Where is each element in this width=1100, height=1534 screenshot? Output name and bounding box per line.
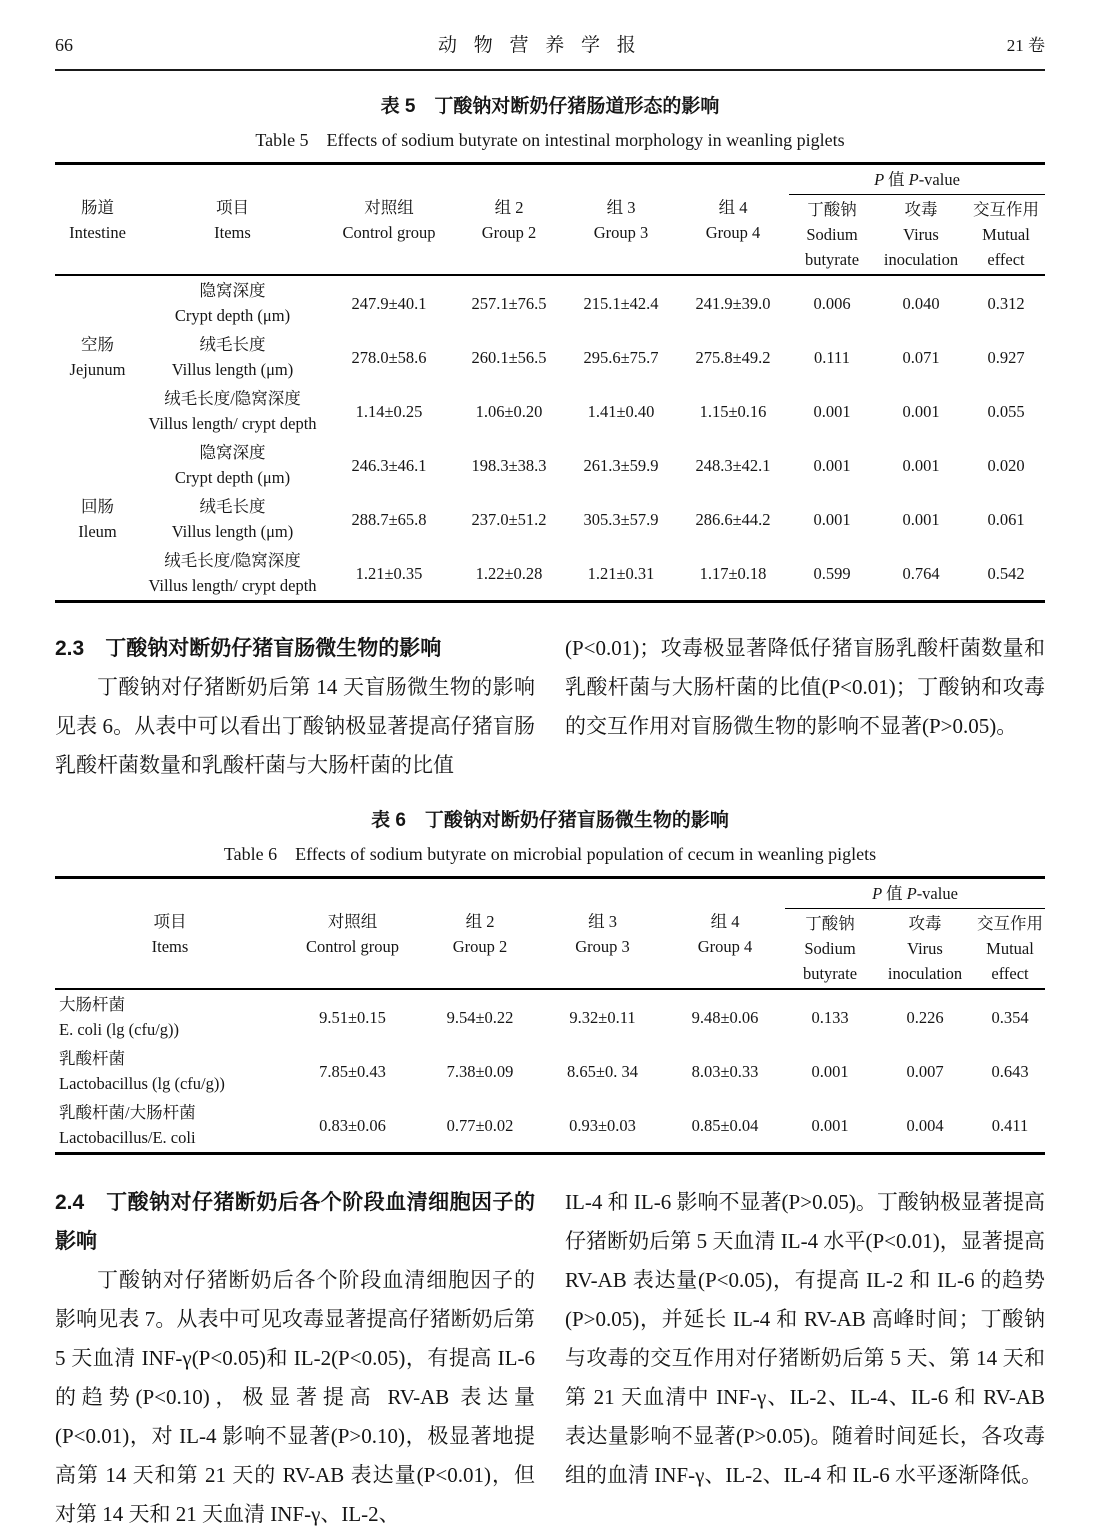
value-cell: 260.1±56.5 (471, 347, 547, 367)
table6-title-zh: 表 6 丁酸钠对断奶仔猪盲肠微生物的影响 (371, 810, 729, 831)
pvalue-cell: 0.312 (987, 293, 1025, 313)
value-cell: 247.9±40.1 (351, 293, 427, 313)
col-header-control: 对照组 Control group (305, 911, 400, 956)
value-cell: 8.65±0. 34 (567, 1061, 638, 1081)
section-2-4-heading: 2.4 丁酸钠对仔猪断奶后各个阶段血清细胞因子的影响 (55, 1191, 535, 1253)
section-2-3 (55, 629, 1045, 785)
col-header-virus-inoculation: 攻毒 Virus inoculation (883, 200, 959, 269)
item-cell: 乳酸杆菌 Lactobacillus (lg (cfu/g)) (59, 1049, 225, 1093)
pvalue-cell: 0.764 (902, 563, 940, 583)
value-cell: 1.15±0.16 (699, 401, 767, 421)
section-2-3-right-column (565, 629, 1045, 785)
pvalue-cell: 0.001 (902, 401, 940, 421)
pvalue-cell: 0.001 (902, 455, 940, 475)
value-cell: 198.3±38.3 (471, 455, 547, 475)
col-header-group3: 组 3 Group 3 (593, 197, 649, 242)
col-header-control: 对照组 Control group (342, 197, 436, 242)
col-header-group3: 组 3 Group 3 (575, 911, 630, 956)
value-cell: 278.0±58.6 (351, 347, 427, 367)
col-header-group2: 组 2 Group 2 (481, 197, 537, 242)
value-cell: 9.32±0.11 (569, 1007, 636, 1027)
value-cell: 0.77±0.02 (446, 1115, 514, 1135)
pvalue-cell: 0.111 (814, 347, 850, 367)
section-2-4 (55, 1183, 1045, 1534)
col-header-items: 项目 Items (151, 911, 189, 956)
value-cell: 9.51±0.15 (319, 1007, 386, 1027)
section-label-jejunum: 空肠 Jejunum (69, 335, 126, 379)
value-cell: 1.21±0.35 (355, 563, 423, 583)
item-cell: 隐窝深度 Crypt depth (μm) (174, 443, 291, 487)
table-row (55, 546, 1045, 602)
value-cell: 1.06±0.20 (475, 401, 543, 421)
pvalue-cell: 0.001 (813, 401, 851, 421)
volume-label: 21 卷 (1006, 36, 1045, 55)
pvalue-cell: 0.020 (987, 455, 1025, 475)
pvalue-cell: 0.004 (906, 1115, 944, 1135)
pvalue-cell: 0.055 (987, 401, 1025, 421)
table6-title-en: Table 6 Effects of sodium butyrate on microbial population of cecum in weanling piglets (223, 844, 877, 864)
col-header-items: 项目 Items (214, 197, 251, 242)
value-cell: 1.21±0.31 (587, 563, 655, 583)
pvalue-cell: 0.040 (902, 293, 940, 313)
item-cell: 绒毛长度 Villus length (μm) (171, 497, 294, 541)
pvalue-cell: 0.599 (813, 563, 851, 583)
table-row (55, 438, 1045, 492)
section-2-4-paragraph-left: 丁酸钠对仔猪断奶后各个阶段血清细胞因子的影响见表 7。从表中可见攻毒显著提高仔猪断奶后第 5 天血清 INF-γ(P<0.05)和 IL-2(P<0.05)，有提高 IL-6 的趋势(P<0.10)，极显著提高 RV-AB 表达量(P<0.01)，对 IL-4 影响不显著(P>0.10)，极显著地提高第 14 天和第 21 天的 RV-AB 表达量(P<0.01)，但对第 14 天和 21 天血清 INF-γ、IL-2、 (55, 1268, 535, 1526)
pvalue-cell: 0.542 (987, 563, 1025, 583)
item-cell: 绒毛长度 Villus length (μm) (171, 335, 294, 379)
value-cell: 1.17±0.18 (699, 563, 767, 583)
pvalue-cell: 0.354 (991, 1007, 1029, 1027)
table5-title-zh: 表 5 丁酸钠对断奶仔猪肠道形态的影响 (380, 96, 720, 117)
section-2-4-paragraph-right: IL-4 和 IL-6 影响不显著(P>0.05)。丁酸钠极显著提高仔猪断奶后第 5 天血清 IL-4 水平(P<0.01)，显著提高 RV-AB 表达量(P<0.05)，有提高 IL-2 和 IL-6 的趋势(P>0.05)，并延长 IL-4 和 RV-AB 高峰时间；丁酸钠与攻毒的交互作用对仔猪断奶后第 5 天、第 14 天和第 21 天血清中 INF-γ、IL-2、IL-4、IL-6 和 RV-AB 表达量影响不显著(P>0.05)。随着时间延长，各攻毒组的血清 INF-γ、IL-2、IL-4 和 IL-6 水平逐渐降低。 (565, 1190, 1045, 1487)
value-cell: 0.85±0.04 (691, 1115, 759, 1135)
pvalue-cell: 0.001 (902, 509, 940, 529)
table-row (55, 989, 1045, 1044)
value-cell: 0.93±0.03 (569, 1115, 636, 1135)
col-header-group4: 组 4 Group 4 (705, 197, 761, 242)
value-cell: 1.14±0.25 (355, 401, 423, 421)
value-cell: 286.6±44.2 (695, 509, 771, 529)
value-cell: 7.38±0.09 (446, 1061, 514, 1081)
value-cell: 257.1±76.5 (471, 293, 547, 313)
item-cell: 大肠杆菌 E. coli (lg (cfu/g)) (59, 995, 180, 1039)
pvalue-cell: 0.927 (987, 347, 1025, 367)
col-header-intestine: 肠道 Intestine (69, 197, 126, 242)
pvalue-group-header: P 值 P-value (785, 878, 1045, 909)
value-cell: 0.83±0.06 (319, 1115, 386, 1135)
value-cell: 9.54±0.22 (446, 1007, 514, 1027)
section-2-3-heading: 2.3 丁酸钠对断奶仔猪盲肠微生物的影响 (55, 637, 442, 660)
value-cell: 261.3±59.9 (583, 455, 659, 475)
table-row (55, 384, 1045, 438)
pvalue-cell: 0.643 (991, 1061, 1029, 1081)
value-cell: 246.3±46.1 (351, 455, 427, 475)
page-number: 66 (55, 35, 73, 55)
pvalue-cell: 0.001 (811, 1115, 849, 1135)
table-row (55, 330, 1045, 384)
col-header-group2: 组 2 Group 2 (452, 911, 508, 956)
value-cell: 295.6±75.7 (583, 347, 659, 367)
journal-title: 动 物 营 养 学 报 (437, 35, 642, 56)
pvalue-cell: 0.001 (813, 509, 851, 529)
value-cell: 7.85±0.43 (319, 1061, 386, 1081)
value-cell: 237.0±51.2 (471, 509, 547, 529)
col-header-sodium-butyrate: 丁酸钠 Sodium butyrate (804, 200, 860, 269)
value-cell: 288.7±65.8 (351, 509, 427, 529)
item-cell: 隐窝深度 Crypt depth (μm) (174, 281, 291, 325)
value-cell: 248.3±42.1 (695, 455, 771, 475)
table-row (55, 492, 1045, 546)
value-cell: 241.9±39.0 (695, 293, 771, 313)
col-header-mutual-effect: 交互作用 Mutual effect (977, 914, 1043, 983)
pvalue-cell: 0.133 (811, 1007, 849, 1027)
pvalue-cell: 0.001 (811, 1061, 849, 1081)
table-row (55, 275, 1045, 330)
pvalue-group-header: P 值 P-value (789, 164, 1045, 195)
item-cell: 乳酸杆菌/大肠杆菌 Lactobacillus/E. coli (59, 1103, 196, 1147)
table5 (55, 162, 1045, 603)
section-2-4-right-column (565, 1183, 1045, 1534)
value-cell: 305.3±57.9 (583, 509, 659, 529)
table-row (55, 1044, 1045, 1098)
table6 (55, 876, 1045, 1155)
section-2-3-paragraph-right: (P<0.01)；攻毒极显著降低仔猪盲肠乳酸杆菌数量和乳酸杆菌与大肠杆菌的比值(P<0.01)；丁酸钠和攻毒的交互作用对盲肠微生物的影响不显著(P>0.05)。 (565, 636, 1045, 738)
item-cell: 绒毛长度/隐窝深度 Villus length/ crypt depth (148, 389, 317, 433)
table5-title-en: Table 5 Effects of sodium butyrate on intestinal morphology in weanling piglets (255, 130, 845, 150)
col-header-group4: 组 4 Group 4 (697, 911, 753, 956)
pvalue-cell: 0.226 (906, 1007, 944, 1027)
running-head (55, 30, 1045, 71)
value-cell: 275.8±49.2 (695, 347, 771, 367)
pvalue-cell: 0.001 (813, 455, 851, 475)
pvalue-cell: 0.071 (902, 347, 940, 367)
col-header-mutual-effect: 交互作用 Mutual effect (973, 200, 1039, 269)
section-2-4-left-column (55, 1183, 535, 1534)
pvalue-cell: 0.061 (987, 509, 1025, 529)
section-label-ileum: 回肠 Ileum (78, 497, 117, 541)
table-row (55, 1098, 1045, 1154)
value-cell: 9.48±0.06 (691, 1007, 759, 1027)
pvalue-cell: 0.006 (813, 293, 851, 313)
col-header-virus-inoculation: 攻毒 Virus inoculation (887, 914, 963, 983)
value-cell: 8.03±0.33 (691, 1061, 759, 1081)
value-cell: 1.41±0.40 (587, 401, 655, 421)
section-2-3-paragraph-left: 丁酸钠对仔猪断奶后第 14 天盲肠微生物的影响见表 6。从表中可以看出丁酸钠极显著提高仔猪盲肠乳酸杆菌数量和乳酸杆菌与大肠杆菌的比值 (55, 675, 535, 777)
col-header-sodium-butyrate: 丁酸钠 Sodium butyrate (802, 914, 858, 983)
section-2-3-left-column (55, 629, 535, 785)
value-cell: 1.22±0.28 (475, 563, 543, 583)
pvalue-cell: 0.007 (906, 1061, 944, 1081)
value-cell: 215.1±42.4 (583, 293, 659, 313)
pvalue-cell: 0.411 (991, 1115, 1029, 1135)
item-cell: 绒毛长度/隐窝深度 Villus length/ crypt depth (148, 551, 317, 595)
